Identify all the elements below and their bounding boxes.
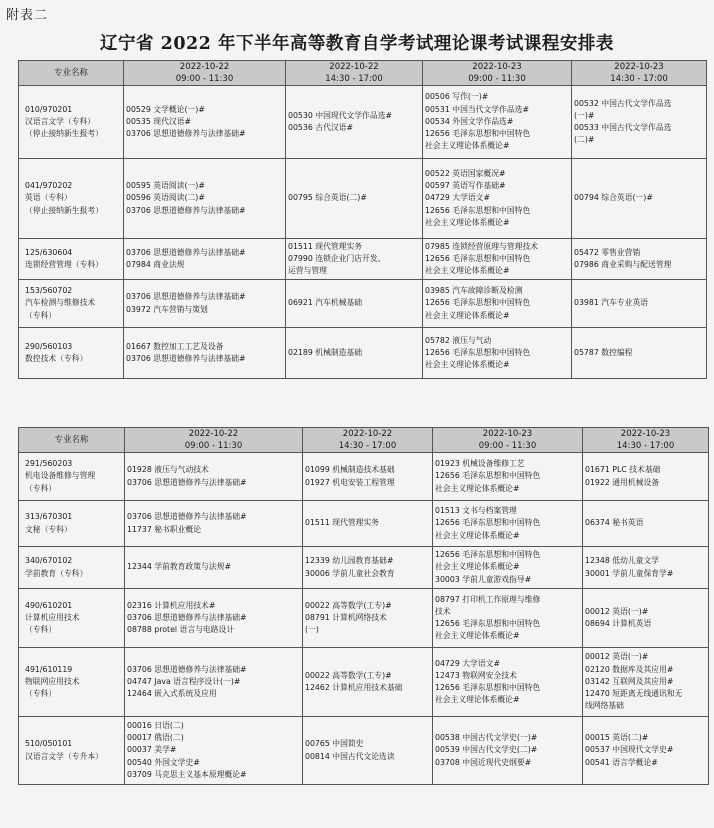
major-line: （停止接纳新生报考） xyxy=(25,129,103,139)
major-cell xyxy=(19,501,125,547)
course-line: 03985 汽车故障诊断及检测 xyxy=(425,286,523,296)
course-line: 03706 思想道德修养与法律基础# xyxy=(126,292,246,302)
course-line: 01511 现代管理实务 xyxy=(305,518,380,528)
course-line: 03706 思想道德修养与法律基础# xyxy=(126,354,246,363)
course-line: 00506 写作(一)# xyxy=(425,92,489,102)
course-line: 30003 学前儿童游戏指导# xyxy=(435,574,532,584)
course-line: 00533 中国古代文学作品选 xyxy=(574,123,672,132)
slot-time: 14:30 - 17:00 xyxy=(610,74,668,84)
course-cell xyxy=(583,717,709,785)
course-line: 05782 液压与气动 xyxy=(425,335,492,345)
course-line: 08694 计算机英语 xyxy=(585,619,652,628)
major-line: 340/670102 xyxy=(25,556,73,566)
course-line: 00012 英语(一)# xyxy=(585,606,649,616)
major-line: 010/970201 xyxy=(25,104,73,114)
table-row xyxy=(19,280,707,328)
course-cell xyxy=(124,86,286,159)
major-line: 汉语言文学（专科） xyxy=(25,116,96,126)
course-line: 社会主义理论体系概论# xyxy=(425,266,510,276)
course-line: 12339 幼儿园教育基础# xyxy=(305,556,394,566)
course-cell xyxy=(572,280,707,328)
course-line: 12470 短距离无线通讯和无 xyxy=(585,689,683,699)
major-line: 连锁经营管理（专科） xyxy=(25,260,103,269)
table-row xyxy=(19,86,707,159)
course-cell xyxy=(125,501,303,547)
course-line: 社会主义理论体系概论# xyxy=(435,562,520,572)
table-row xyxy=(19,717,709,785)
course-cell xyxy=(125,547,303,589)
course-line: 社会主义理论体系概论# xyxy=(435,483,520,493)
slot-date: 2022-10-23 xyxy=(482,429,533,439)
course-line: 00529 文学概论(一)# xyxy=(126,104,205,114)
course-line: 01513 文书与档案管理 xyxy=(435,506,517,516)
course-cell xyxy=(433,648,583,717)
course-line: 01928 液压与气动技术 xyxy=(127,465,209,475)
course-line: (二)# xyxy=(574,135,595,145)
course-line: 社会主义理论体系概论# xyxy=(425,310,510,320)
course-line: 12344 学前教育政策与法规# xyxy=(127,562,231,572)
course-line: 04729 大学语文# xyxy=(425,193,491,203)
major-line: （专科） xyxy=(25,625,57,635)
major-line: 490/610201 xyxy=(25,600,73,610)
major-line: 313/670301 xyxy=(25,512,73,522)
major-cell xyxy=(19,648,125,717)
course-line: 01667 数控加工工艺及设备 xyxy=(126,341,224,351)
course-line: 00536 古代汉语# xyxy=(288,123,354,132)
course-line: 01099 机械制造技术基础 xyxy=(305,465,395,475)
course-line: (一)# xyxy=(574,110,595,120)
course-line: 00022 高等数学(工专)# xyxy=(305,600,392,610)
major-cell xyxy=(19,717,125,785)
major-line: 学前教育（专科） xyxy=(25,568,88,578)
slot-time: 09:00 - 11:30 xyxy=(175,74,234,84)
major-cell xyxy=(19,159,124,239)
course-cell xyxy=(572,86,707,159)
major-line: （专科） xyxy=(25,689,57,699)
header-row xyxy=(19,428,709,453)
slot-date: 2022-10-22 xyxy=(188,429,239,439)
course-line: 00037 美学# xyxy=(127,745,177,755)
course-cell xyxy=(124,159,286,239)
course-line: 12656 毛泽东思想和中国特色 xyxy=(425,253,531,263)
course-line: 00794 综合英语(一)# xyxy=(574,193,653,203)
slot-date: 2022-10-22 xyxy=(342,429,393,439)
course-line: 12656 毛泽东思想和中国特色 xyxy=(425,298,531,308)
course-line: 00535 现代汉语# xyxy=(126,116,192,126)
slot-column-header xyxy=(583,428,709,453)
course-line: 00534 外国文学作品选# xyxy=(425,116,514,126)
course-cell xyxy=(583,453,709,501)
course-cell xyxy=(124,239,286,280)
table-row xyxy=(19,328,707,379)
course-line: 社会主义理论体系概论# xyxy=(435,695,520,705)
major-line: （停止接纳新生报考） xyxy=(25,205,103,215)
course-line: 03709 马克思主义基本原理概论# xyxy=(127,769,247,779)
course-line: 00814 中国古代文论选读 xyxy=(305,751,395,761)
slot-date: 2022-10-23 xyxy=(472,62,522,72)
course-line: 社会主义理论体系概论# xyxy=(425,360,510,370)
major-cell xyxy=(19,86,124,159)
course-line: 01511 现代管理实务 xyxy=(288,241,363,251)
slot-date: 2022-10-22 xyxy=(329,62,379,72)
course-line: 00016 日语(二) xyxy=(127,720,184,730)
major-column-header: 专业名称 xyxy=(19,428,125,453)
slot-column-header xyxy=(124,61,286,86)
course-line: 08797 打印机工作原理与维修 xyxy=(435,594,541,604)
course-cell xyxy=(303,547,433,589)
course-line: 12462 计算机应用技术基础 xyxy=(305,683,403,692)
major-line: 英语（专科） xyxy=(25,193,72,203)
course-line: 12656 毛泽东思想和中国特色 xyxy=(425,205,531,215)
course-line: 社会主义理论体系概论# xyxy=(435,530,520,540)
course-line: 00595 英语阅读(一)# xyxy=(126,181,205,191)
course-line: 00017 俄语(二) xyxy=(127,733,184,743)
major-line: 510/050101 xyxy=(25,739,73,749)
course-line: 00538 中国古代文学史(一)# xyxy=(435,733,538,743)
course-line: 03706 思想道德修养与法律基础# xyxy=(126,247,246,257)
course-line: 00540 外国文学史# xyxy=(127,757,200,767)
page-title: 辽宁省 2022 年下半年高等教育自学考试理论课考试课程安排表 xyxy=(100,34,614,54)
major-line: 文秘（专科） xyxy=(25,524,72,534)
course-line: 00522 英语国家概况# xyxy=(425,168,506,178)
slot-date: 2022-10-22 xyxy=(179,62,230,72)
major-line: 491/610119 xyxy=(25,664,73,674)
course-cell xyxy=(303,648,433,717)
course-line: 03706 思想道德修养与法律基础# xyxy=(126,205,246,215)
slot-column-header xyxy=(125,428,303,453)
course-line: 01671 PLC 技术基础 xyxy=(585,465,661,475)
course-cell xyxy=(423,328,572,379)
slot-time: 09:00 - 11:30 xyxy=(478,441,537,451)
course-line: 社会主义理论体系概论# xyxy=(425,217,510,227)
course-cell xyxy=(286,239,423,280)
course-line: 00015 英语(二)# xyxy=(585,733,649,743)
table-row xyxy=(19,589,709,648)
course-line: 00022 高等数学(工专)# xyxy=(305,670,392,680)
course-line: 07984 商业法规 xyxy=(126,260,185,269)
course-line: 运营与管理 xyxy=(288,266,327,276)
course-line: 00532 中国古代文学作品选 xyxy=(574,98,672,108)
course-cell xyxy=(124,328,286,379)
major-line: 041/970202 xyxy=(25,181,73,191)
course-line: 06921 汽车机械基础 xyxy=(288,298,363,308)
table-row xyxy=(19,501,709,547)
major-line: 290/560103 xyxy=(25,341,73,351)
course-line: 00541 语言学概论# xyxy=(585,757,658,767)
slot-time: 14:30 - 17:00 xyxy=(325,74,383,84)
course-line: 03708 中国近现代史纲要# xyxy=(435,757,532,767)
course-line: 03706 思想道德修养与法律基础# xyxy=(127,664,247,674)
course-line: 03706 思想道德修养与法律基础# xyxy=(127,512,247,522)
major-line: 汽车检测与维修技术 xyxy=(25,298,96,308)
slot-column-header xyxy=(433,428,583,453)
course-line: 30006 学前儿童社会教育 xyxy=(305,568,395,578)
course-line: 00765 中国简史 xyxy=(305,739,364,749)
course-cell xyxy=(286,280,423,328)
table-row xyxy=(19,648,709,717)
major-line: （专科） xyxy=(25,310,57,320)
course-line: 00597 英语写作基础# xyxy=(425,181,506,191)
course-line: 07985 连锁经营原理与管理技术 xyxy=(425,241,539,251)
course-line: 00537 中国现代文学史# xyxy=(585,745,674,755)
course-line: 03981 汽车专业英语 xyxy=(574,298,649,308)
course-cell xyxy=(286,159,423,239)
course-cell xyxy=(572,159,707,239)
course-cell xyxy=(583,501,709,547)
course-line: 技术 xyxy=(435,606,451,616)
course-cell xyxy=(125,717,303,785)
course-line: 30001 学前儿童保育学# xyxy=(585,568,674,578)
course-cell xyxy=(303,453,433,501)
course-line: 12473 物联网安全技术 xyxy=(435,670,517,680)
course-line: 社会主义理论体系概论# xyxy=(425,141,510,151)
course-line: 12656 毛泽东思想和中国特色 xyxy=(435,619,541,628)
course-cell xyxy=(433,589,583,648)
course-line: 04747 Java 语言程序设计(一)# xyxy=(127,676,241,686)
course-line: 12348 低幼儿童文学 xyxy=(585,556,660,566)
slot-column-header xyxy=(303,428,433,453)
course-cell xyxy=(423,239,572,280)
slot-date: 2022-10-23 xyxy=(614,62,664,72)
major-line: 汉语言文学（专升本） xyxy=(25,751,103,761)
major-line: 数控技术（专科） xyxy=(25,354,88,363)
course-cell xyxy=(433,453,583,501)
slot-time: 09:00 - 11:30 xyxy=(184,441,243,451)
major-cell xyxy=(19,547,125,589)
course-cell xyxy=(572,239,707,280)
slot-time: 09:00 - 11:30 xyxy=(468,74,526,84)
slot-column-header xyxy=(286,61,423,86)
course-line: 07990 连锁企业门店开发、 xyxy=(288,253,386,263)
course-line: 03706 思想道德修养与法律基础# xyxy=(127,612,247,622)
major-line: 291/560203 xyxy=(25,459,73,469)
schedule-table-1 xyxy=(18,60,707,379)
course-line: 12656 毛泽东思想和中国特色 xyxy=(425,347,531,357)
course-line: 12464 嵌入式系统及应用 xyxy=(127,689,217,699)
major-line: 计算机应用技术 xyxy=(25,612,80,622)
course-line: 03706 思想道德修养与法律基础# xyxy=(126,129,246,139)
course-cell xyxy=(286,328,423,379)
course-cell xyxy=(423,280,572,328)
course-line: 02316 计算机应用技术# xyxy=(127,600,216,610)
course-cell xyxy=(433,547,583,589)
course-line: 01922 通用机械设备 xyxy=(585,477,660,487)
course-line: 00596 英语阅读(二)# xyxy=(126,193,205,203)
course-line: 02120 数据库及其应用# xyxy=(585,664,674,674)
course-line: 11737 秘书职业概论 xyxy=(127,524,202,534)
major-line: 物联网应用技术 xyxy=(25,676,80,686)
course-line: 社会主义理论体系概论# xyxy=(435,631,520,641)
course-line: 01923 机械设备维修工艺 xyxy=(435,459,525,469)
course-line: 00795 综合英语(二)# xyxy=(288,193,367,203)
course-line: 05472 零售业营销 xyxy=(574,247,641,257)
major-column-header: 专业名称 xyxy=(19,61,124,86)
major-cell xyxy=(19,280,124,328)
slot-column-header xyxy=(572,61,707,86)
course-line: 08788 protel 语言与电路设计 xyxy=(127,625,235,635)
course-line: 12656 毛泽东思想和中国特色 xyxy=(435,518,541,528)
course-line: 12656 毛泽东思想和中国特色 xyxy=(435,550,541,560)
course-line: 04729 大学语文# xyxy=(435,658,501,668)
course-line: 01927 机电安装工程管理 xyxy=(305,477,395,487)
course-line: 00539 中国古代文学史(二)# xyxy=(435,745,538,755)
course-cell xyxy=(303,501,433,547)
course-cell xyxy=(433,501,583,547)
major-line: 机电设备维修与管理 xyxy=(25,471,96,481)
course-cell xyxy=(303,717,433,785)
course-cell xyxy=(125,648,303,717)
major-line: 153/560702 xyxy=(25,286,73,296)
course-cell xyxy=(583,589,709,648)
course-line: 06374 秘书英语 xyxy=(585,518,644,528)
course-line: (一) xyxy=(305,625,319,635)
slot-time: 14:30 - 17:00 xyxy=(338,441,397,451)
major-cell xyxy=(19,453,125,501)
course-line: 07986 商业采购与配送管理 xyxy=(574,260,672,269)
table-row xyxy=(19,453,709,501)
course-cell xyxy=(125,453,303,501)
course-cell xyxy=(124,280,286,328)
slot-time: 14:30 - 17:00 xyxy=(616,441,675,451)
course-cell xyxy=(583,648,709,717)
course-line: 12656 毛泽东思想和中国特色 xyxy=(435,683,541,692)
major-line: 125/630604 xyxy=(25,247,73,257)
schedule-table-2 xyxy=(18,427,709,785)
course-line: 05787 数控编程 xyxy=(574,347,633,357)
course-cell xyxy=(433,717,583,785)
major-line: （专科） xyxy=(25,483,57,493)
slot-column-header xyxy=(423,61,572,86)
course-line: 03972 汽车营销与策划 xyxy=(126,304,208,314)
course-cell xyxy=(286,86,423,159)
major-cell xyxy=(19,589,125,648)
course-line: 08791 计算机网络技术 xyxy=(305,612,387,622)
major-cell xyxy=(19,328,124,379)
course-line: 03706 思想道德修养与法律基础# xyxy=(127,477,247,487)
course-line: 00012 英语(一)# xyxy=(585,652,649,662)
header-row xyxy=(19,61,707,86)
slot-date: 2022-10-23 xyxy=(620,429,671,439)
table-row xyxy=(19,239,707,280)
course-line: 03142 互联网及其应用# xyxy=(585,676,674,686)
major-cell xyxy=(19,239,124,280)
course-cell xyxy=(423,159,572,239)
table-row xyxy=(19,159,707,239)
course-line: 12656 毛泽东思想和中国特色 xyxy=(435,471,541,481)
course-line: 00531 中国当代文学作品选# xyxy=(425,104,529,114)
course-line: 12656 毛泽东思想和中国特色 xyxy=(425,129,531,139)
course-cell xyxy=(583,547,709,589)
table-row xyxy=(19,547,709,589)
course-cell xyxy=(125,589,303,648)
attachment-label: 附表二 xyxy=(6,8,49,23)
course-line: 线网络基础 xyxy=(585,701,624,711)
course-line: 00530 中国现代文学作品选# xyxy=(288,110,392,120)
course-cell xyxy=(572,328,707,379)
course-line: 02189 机械制造基础 xyxy=(288,347,363,357)
course-cell xyxy=(423,86,572,159)
course-cell xyxy=(303,589,433,648)
